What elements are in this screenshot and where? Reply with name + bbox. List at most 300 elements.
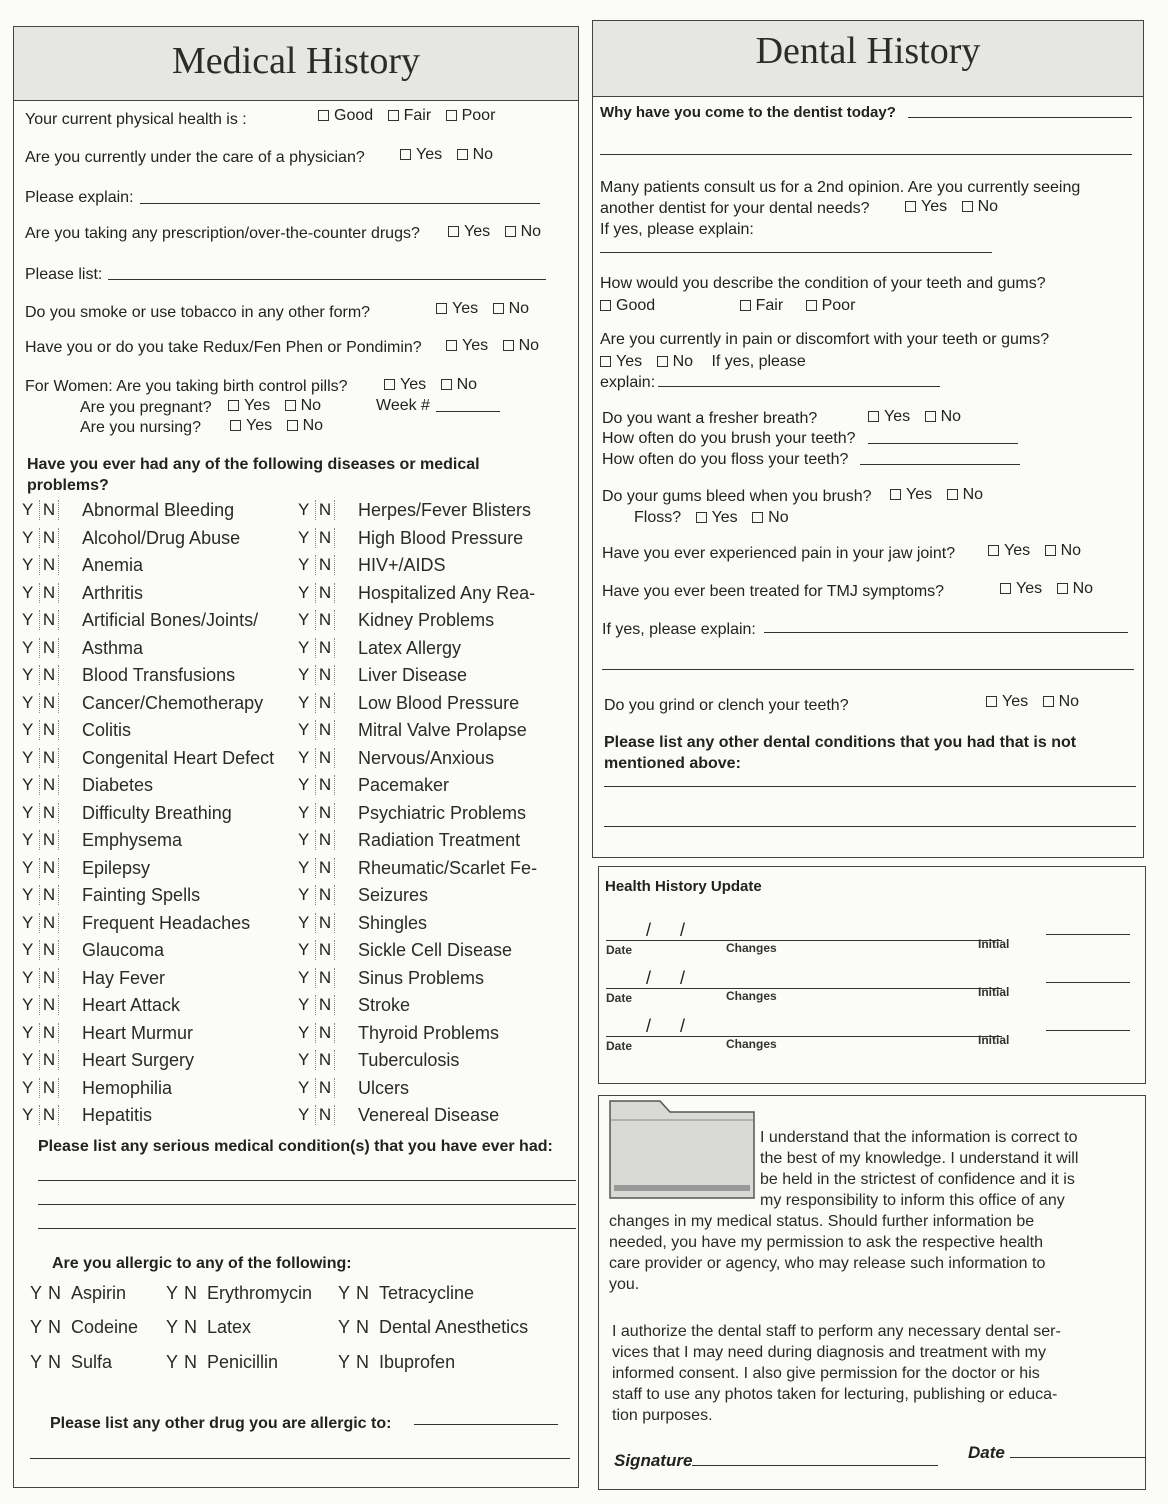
redux-no-checkbox[interactable]	[503, 340, 514, 351]
disease-item: Blood Transfusions	[82, 665, 236, 685]
yes-option[interactable]: Y	[22, 500, 34, 519]
no-option[interactable]: N	[315, 1105, 335, 1125]
poor-checkbox[interactable]	[446, 110, 457, 121]
yes-option[interactable]: Y	[298, 692, 310, 712]
yn-toggle-left-19[interactable]	[22, 1023, 71, 1043]
no-option[interactable]: N	[39, 913, 59, 933]
yn-toggle-right-8[interactable]	[298, 720, 347, 740]
yn-toggle-left-20[interactable]	[22, 1050, 71, 1070]
no-option[interactable]: N	[315, 968, 335, 988]
tmj-explain-line-2[interactable]	[602, 669, 1134, 670]
yes-label: Yes	[416, 146, 443, 163]
q-smoke: Do you smoke or use tobacco in any other form?	[25, 304, 371, 321]
bleed-yes-checkbox[interactable]	[890, 489, 901, 500]
date-slash: /	[680, 968, 686, 988]
smoke-yes-checkbox[interactable]	[436, 303, 447, 314]
tmj-yes-checkbox[interactable]	[1000, 583, 1011, 594]
allergy-yes-option[interactable]: Y	[30, 1317, 43, 1337]
disease-item: Low Blood Pressure	[358, 692, 520, 713]
yn-toggle-right-19[interactable]	[298, 1023, 347, 1043]
yes-option[interactable]: Y	[298, 940, 310, 959]
allergy-label: Codeine	[71, 1317, 139, 1337]
q-tmj-explain: If yes, please explain:	[602, 621, 756, 638]
allergy-label: Latex	[207, 1317, 252, 1337]
nursing-yes-checkbox[interactable]	[230, 420, 241, 431]
update-changes-label: Changes	[726, 989, 777, 1003]
yes-option[interactable]: Y	[22, 775, 34, 794]
breath-no-checkbox[interactable]	[925, 411, 936, 422]
no-option[interactable]: N	[315, 693, 335, 713]
allergy-item	[166, 1352, 278, 1373]
nursing-no-checkbox[interactable]	[287, 420, 298, 431]
pain-options	[590, 352, 806, 372]
update-initial-line-2[interactable]	[1046, 1030, 1130, 1031]
physician-yes-checkbox[interactable]	[400, 149, 411, 160]
disease-item: Ulcers	[358, 1077, 410, 1098]
no-option[interactable]: N	[315, 858, 335, 878]
q-tmj: Have you ever been treated for TMJ symptoms?	[602, 583, 945, 600]
no-option[interactable]: N	[39, 555, 59, 575]
yn-toggle-left-6[interactable]	[22, 665, 71, 685]
folder-icon	[604, 1098, 756, 1202]
yn-toggle-right-2[interactable]	[298, 555, 347, 575]
jaw-yes-checkbox[interactable]	[988, 545, 999, 556]
no-option[interactable]: N	[39, 1105, 59, 1125]
why-field[interactable]	[908, 117, 1132, 118]
no-option[interactable]: N	[39, 968, 59, 988]
no-label: No	[962, 486, 984, 503]
no-option[interactable]: N	[39, 500, 59, 520]
yes-option[interactable]: Y	[22, 555, 34, 574]
no-option[interactable]: N	[315, 913, 335, 933]
q-other-dentist: another dentist for your dental needs?	[600, 200, 870, 217]
no-option[interactable]: N	[315, 995, 335, 1015]
birth-control-options	[374, 375, 477, 395]
disease-item: Epilepsy	[82, 857, 151, 878]
yes-option[interactable]: Y	[298, 912, 310, 932]
q-why-dentist: Why have you come to the dentist today?	[600, 104, 896, 121]
fair-checkbox[interactable]	[388, 110, 399, 121]
good-label: Good	[616, 297, 656, 314]
yn-toggle-left-16[interactable]	[22, 940, 71, 960]
condition-good-checkbox[interactable]	[600, 300, 611, 311]
no-option[interactable]: N	[315, 583, 335, 603]
no-option[interactable]: N	[315, 1078, 335, 1098]
no-option[interactable]: N	[39, 693, 59, 713]
date-slash: /	[646, 920, 652, 940]
pain-no-checkbox[interactable]	[657, 356, 668, 367]
no-option[interactable]: N	[39, 803, 59, 823]
yn-toggle-right-16[interactable]	[298, 940, 347, 960]
no-option[interactable]: N	[315, 638, 335, 658]
brush-field[interactable]	[868, 443, 1018, 444]
no-option[interactable]: N	[315, 665, 335, 685]
yn-toggle-left-17[interactable]	[22, 968, 71, 988]
yn-toggle-right-14[interactable]	[298, 885, 347, 905]
smoke-no-checkbox[interactable]	[493, 303, 504, 314]
allergy-no-option[interactable]: N	[48, 1283, 62, 1303]
consent-p1-line-2: be held in the strictest of confidence and it is	[760, 1171, 1075, 1188]
bleed-no-checkbox[interactable]	[947, 489, 958, 500]
yn-toggle-left-11[interactable]	[22, 803, 71, 823]
yes-option[interactable]: Y	[298, 830, 310, 849]
yes-option[interactable]: Y	[22, 665, 34, 684]
condition-fair-checkbox[interactable]	[740, 300, 751, 311]
disease-item: Fainting Spells	[82, 885, 201, 905]
yn-toggle-right-3[interactable]	[298, 583, 347, 603]
yes-option[interactable]: Y	[298, 610, 310, 629]
no-option[interactable]: N	[39, 885, 59, 905]
grind-options	[976, 692, 1079, 712]
other-drug-field[interactable]	[414, 1424, 558, 1425]
no-option[interactable]: N	[315, 1050, 335, 1070]
condition-options	[590, 296, 855, 316]
disease-item: Cancer/Chemotherapy	[82, 692, 264, 713]
yes-option[interactable]: Y	[22, 1050, 34, 1069]
no-option[interactable]: N	[39, 528, 59, 548]
no-option[interactable]: N	[39, 995, 59, 1015]
yes-label: Yes	[244, 397, 271, 414]
no-option[interactable]: N	[315, 803, 335, 823]
no-option[interactable]: N	[315, 610, 335, 630]
allergy-item	[166, 1283, 312, 1304]
no-option[interactable]: N	[39, 1050, 59, 1070]
no-option[interactable]: N	[315, 1023, 335, 1043]
condition-poor-checkbox[interactable]	[806, 300, 817, 311]
no-option[interactable]: N	[315, 748, 335, 768]
good-checkbox[interactable]	[318, 110, 329, 121]
yes-option[interactable]: Y	[22, 582, 34, 602]
no-option[interactable]: N	[39, 665, 59, 685]
floss-bleed-no-checkbox[interactable]	[752, 512, 763, 523]
allergy-yes-option[interactable]: Y	[166, 1283, 179, 1303]
allergy-yes-option[interactable]: Y	[30, 1283, 43, 1303]
allergy-yes-option[interactable]: Y	[338, 1317, 351, 1337]
week-field[interactable]	[436, 411, 500, 412]
yn-toggle-left-13[interactable]	[22, 858, 71, 878]
pain-explain-label: explain:	[600, 374, 656, 391]
signature-field[interactable]	[692, 1465, 938, 1466]
no-label: No	[977, 198, 999, 215]
disease-item: Stroke	[358, 995, 411, 1015]
yes-option[interactable]: Y	[298, 885, 310, 904]
allergy-no-option[interactable]: N	[48, 1352, 62, 1372]
yes-option[interactable]: Y	[22, 885, 34, 904]
q-fresher-breath: Do you want a fresher breath?	[602, 410, 818, 427]
yn-toggle-right-9[interactable]	[298, 748, 347, 768]
yn-toggle-right-22[interactable]	[298, 1105, 347, 1125]
disease-item: Abnormal Bleeding	[82, 500, 235, 520]
allergy-yes-option[interactable]: Y	[166, 1317, 179, 1337]
health-update-title: Health History Update	[605, 878, 762, 895]
no-option[interactable]: N	[39, 610, 59, 630]
yn-toggle-right-13[interactable]	[298, 858, 347, 878]
yn-toggle-left-14[interactable]	[22, 885, 71, 905]
allergy-item	[30, 1317, 138, 1338]
yes-option[interactable]: Y	[22, 802, 34, 822]
other-drug-line[interactable]	[30, 1458, 570, 1459]
redux-yes-checkbox[interactable]	[446, 340, 457, 351]
allergy-label: Penicillin	[207, 1352, 279, 1372]
q-teeth-condition: How would you describe the condition of your teeth and gums?	[600, 275, 1046, 292]
yes-option[interactable]: Y	[22, 857, 34, 877]
update-initial-line-1[interactable]	[1046, 982, 1130, 983]
no-option[interactable]: N	[315, 885, 335, 905]
consent-p2-line-4: tion purposes.	[612, 1407, 713, 1424]
yes-option[interactable]: Y	[298, 1022, 310, 1042]
disease-item: Pacemaker	[358, 775, 450, 795]
explain-field[interactable]	[140, 203, 540, 204]
disease-item: Sickle Cell Disease	[358, 940, 513, 960]
no-option[interactable]: N	[39, 583, 59, 603]
yn-toggle-left-4[interactable]	[22, 610, 71, 630]
grind-no-checkbox[interactable]	[1043, 696, 1054, 707]
yn-toggle-right-5[interactable]	[298, 638, 347, 658]
second-opinion-explain-field[interactable]	[600, 252, 992, 253]
yes-option[interactable]: Y	[298, 527, 310, 547]
pregnant-yes-checkbox[interactable]	[228, 400, 239, 411]
no-label: No	[508, 300, 530, 317]
yes-label: Yes	[921, 198, 948, 215]
floss-bleed-yes-checkbox[interactable]	[696, 512, 707, 523]
update-date-line-0[interactable]	[606, 940, 1002, 941]
tmj-explain-field[interactable]	[764, 632, 1128, 633]
disease-item: Heart Murmur	[82, 1022, 194, 1043]
no-option[interactable]: N	[39, 720, 59, 740]
no-option[interactable]: N	[39, 748, 59, 768]
other-conditions-line-2[interactable]	[604, 826, 1136, 827]
yes-option[interactable]: Y	[298, 1077, 310, 1097]
yes-option[interactable]: Y	[298, 665, 310, 684]
q-physician: Are you currently under the care of a physician?	[25, 149, 365, 166]
jaw-no-checkbox[interactable]	[1045, 545, 1056, 556]
disease-item: Radiation Treatment	[358, 830, 521, 850]
other-dentist-yes-checkbox[interactable]	[905, 201, 916, 212]
drugs-no-checkbox[interactable]	[505, 226, 516, 237]
no-option[interactable]: N	[39, 775, 59, 795]
drug-list-field[interactable]	[108, 279, 546, 280]
yes-option[interactable]: Y	[22, 527, 34, 547]
allergy-no-option[interactable]: N	[184, 1283, 198, 1303]
yes-option[interactable]: Y	[298, 637, 310, 657]
yes-option[interactable]: Y	[22, 747, 34, 767]
why-line-2[interactable]	[600, 154, 1132, 155]
yn-toggle-right-6[interactable]	[298, 665, 347, 685]
floss-question	[634, 508, 789, 528]
allergy-no-option[interactable]: N	[48, 1317, 62, 1337]
bc-no-checkbox[interactable]	[441, 379, 452, 390]
allergy-yes-option[interactable]: Y	[338, 1283, 351, 1303]
consent-paragraph-1-indented	[760, 1127, 1144, 1211]
allergy-no-option[interactable]: N	[356, 1283, 370, 1303]
no-option[interactable]: N	[315, 940, 335, 960]
q-pain: Are you currently in pain or discomfort with your teeth or gums?	[600, 331, 1050, 348]
yes-option[interactable]: Y	[298, 857, 310, 877]
yes-label: Yes	[1004, 542, 1031, 559]
yn-toggle-right-20[interactable]	[298, 1050, 347, 1070]
pain-yes-checkbox[interactable]	[600, 356, 611, 367]
yn-toggle-right-17[interactable]	[298, 968, 347, 988]
no-option[interactable]: N	[315, 500, 335, 520]
yn-toggle-left-1[interactable]	[22, 528, 71, 548]
update-date-line-1[interactable]	[606, 988, 1002, 989]
date-field[interactable]	[1010, 1457, 1146, 1458]
other-dentist-options	[895, 197, 998, 217]
no-option[interactable]: N	[315, 555, 335, 575]
yn-toggle-left-18[interactable]	[22, 995, 71, 1015]
allergy-label: Erythromycin	[207, 1283, 313, 1303]
health-options	[308, 106, 495, 126]
no-option[interactable]: N	[315, 528, 335, 548]
yn-toggle-right-15[interactable]	[298, 913, 347, 933]
date-slash: /	[680, 920, 686, 940]
yn-toggle-right-11[interactable]	[298, 803, 347, 823]
q-physical-health: Your current physical health is :	[25, 111, 247, 128]
yn-toggle-left-7[interactable]	[22, 693, 71, 713]
breath-yes-checkbox[interactable]	[868, 411, 879, 422]
no-option[interactable]: N	[39, 940, 59, 960]
allergy-no-option[interactable]: N	[356, 1352, 370, 1372]
yes-option[interactable]: Y	[298, 1105, 310, 1124]
yes-option[interactable]: Y	[22, 637, 34, 657]
yes-option[interactable]: Y	[298, 1050, 310, 1069]
yn-toggle-left-21[interactable]	[22, 1078, 71, 1098]
pregnant-no-checkbox[interactable]	[285, 400, 296, 411]
yes-option[interactable]: Y	[298, 720, 310, 739]
drugs-options	[438, 222, 541, 242]
yn-toggle-right-10[interactable]	[298, 775, 347, 795]
yn-toggle-left-22[interactable]	[22, 1105, 71, 1125]
consent-p1-line-3: my responsibility to inform this office of any	[760, 1192, 1065, 1209]
yn-toggle-left-15[interactable]	[22, 913, 71, 933]
yn-toggle-left-5[interactable]	[22, 638, 71, 658]
no-label: No	[1072, 580, 1094, 597]
yn-toggle-right-18[interactable]	[298, 995, 347, 1015]
yn-toggle-left-0[interactable]	[22, 500, 71, 520]
tmj-options	[990, 579, 1093, 599]
allergy-no-option[interactable]: N	[184, 1352, 198, 1372]
yn-toggle-right-0[interactable]	[298, 500, 347, 520]
fair-label: Fair	[755, 297, 784, 314]
other-conditions-line-1[interactable]	[604, 786, 1136, 787]
allergy-yes-option[interactable]: Y	[338, 1352, 351, 1372]
q-explain: Please explain:	[25, 189, 134, 206]
yes-option[interactable]: Y	[22, 692, 34, 712]
no-option[interactable]: N	[315, 775, 335, 795]
yes-option[interactable]: Y	[22, 995, 34, 1014]
no-option[interactable]: N	[39, 830, 59, 850]
pain-explain-field[interactable]	[658, 386, 940, 387]
yes-option[interactable]: Y	[298, 995, 310, 1014]
yes-label: Yes	[1002, 693, 1029, 710]
nursing-options	[220, 416, 323, 436]
yes-option[interactable]: Y	[22, 610, 34, 629]
yn-toggle-left-2[interactable]	[22, 555, 71, 575]
yn-toggle-right-1[interactable]	[298, 528, 347, 548]
disease-item: Herpes/Fever Blisters	[358, 500, 532, 520]
no-label: No	[520, 223, 542, 240]
serious-line-1[interactable]	[38, 1180, 576, 1181]
yes-option[interactable]: Y	[22, 830, 34, 849]
allergy-yes-option[interactable]: Y	[166, 1352, 179, 1372]
yes-option[interactable]: Y	[22, 940, 34, 959]
disease-item: Mitral Valve Prolapse	[358, 720, 527, 740]
dental-history-title: Dental History	[755, 30, 981, 72]
yes-option[interactable]: Y	[22, 967, 34, 987]
no-option[interactable]: N	[315, 720, 335, 740]
yes-option[interactable]: Y	[298, 555, 310, 574]
allergy-yes-option[interactable]: Y	[30, 1352, 43, 1372]
no-option[interactable]: N	[39, 1023, 59, 1043]
serious-line-2[interactable]	[38, 1204, 576, 1205]
update-date-line-2[interactable]	[606, 1036, 1002, 1037]
no-label: No	[940, 408, 962, 425]
yes-option[interactable]: Y	[22, 1077, 34, 1097]
allergy-no-option[interactable]: N	[184, 1317, 198, 1337]
consent-p2-line-0: I authorize the dental staff to perform any necessary dental ser-	[612, 1323, 1061, 1340]
q-diseases: Have you ever had any of the following diseases or medical problems?	[27, 456, 480, 494]
yn-toggle-right-21[interactable]	[298, 1078, 347, 1098]
yn-toggle-left-9[interactable]	[22, 748, 71, 768]
yes-option[interactable]: Y	[298, 802, 310, 822]
grind-yes-checkbox[interactable]	[986, 696, 997, 707]
yes-option[interactable]: Y	[298, 967, 310, 987]
other-dentist-no-checkbox[interactable]	[962, 201, 973, 212]
yes-option[interactable]: Y	[298, 582, 310, 602]
yes-option[interactable]: Y	[22, 1022, 34, 1042]
yes-option[interactable]: Y	[22, 1105, 34, 1124]
yn-toggle-right-12[interactable]	[298, 830, 347, 850]
allergy-no-option[interactable]: N	[356, 1317, 370, 1337]
no-label: No	[518, 337, 540, 354]
allergy-item	[166, 1317, 251, 1338]
yn-toggle-right-4[interactable]	[298, 610, 347, 630]
bc-yes-checkbox[interactable]	[384, 379, 395, 390]
yes-option[interactable]: Y	[298, 775, 310, 794]
no-option[interactable]: N	[39, 858, 59, 878]
yn-toggle-left-8[interactable]	[22, 720, 71, 740]
fair-label: Fair	[403, 107, 432, 124]
yes-option[interactable]: Y	[22, 912, 34, 932]
yn-toggle-left-3[interactable]	[22, 583, 71, 603]
yes-option[interactable]: Y	[22, 720, 34, 739]
q-serious-conditions: Please list any serious medical condition(s) that you have ever had:	[38, 1138, 553, 1155]
physician-no-checkbox[interactable]	[457, 149, 468, 160]
no-option[interactable]: N	[315, 830, 335, 850]
allergy-label: Dental Anesthetics	[379, 1317, 529, 1337]
tmj-no-checkbox[interactable]	[1057, 583, 1068, 594]
allergy-label: Sulfa	[71, 1352, 113, 1372]
floss-field[interactable]	[860, 464, 1020, 465]
update-changes-label: Changes	[726, 1037, 777, 1051]
allergy-item	[338, 1352, 455, 1373]
yes-option[interactable]: Y	[298, 747, 310, 767]
yn-toggle-left-12[interactable]	[22, 830, 71, 850]
disease-item: Sinus Problems	[358, 967, 485, 988]
signature-label: Signature	[614, 1451, 693, 1470]
medical-history-header	[14, 27, 578, 101]
yes-option[interactable]: Y	[298, 500, 310, 519]
update-initial-line-0[interactable]	[1046, 934, 1130, 935]
yn-toggle-right-7[interactable]	[298, 693, 347, 713]
no-option[interactable]: N	[39, 638, 59, 658]
serious-line-3[interactable]	[38, 1228, 576, 1229]
drugs-yes-checkbox[interactable]	[448, 226, 459, 237]
no-option[interactable]: N	[39, 1078, 59, 1098]
q-drugs: Are you taking any prescription/over-the-counter drugs?	[25, 225, 420, 242]
yn-toggle-left-10[interactable]	[22, 775, 71, 795]
no-label: No	[456, 376, 478, 393]
